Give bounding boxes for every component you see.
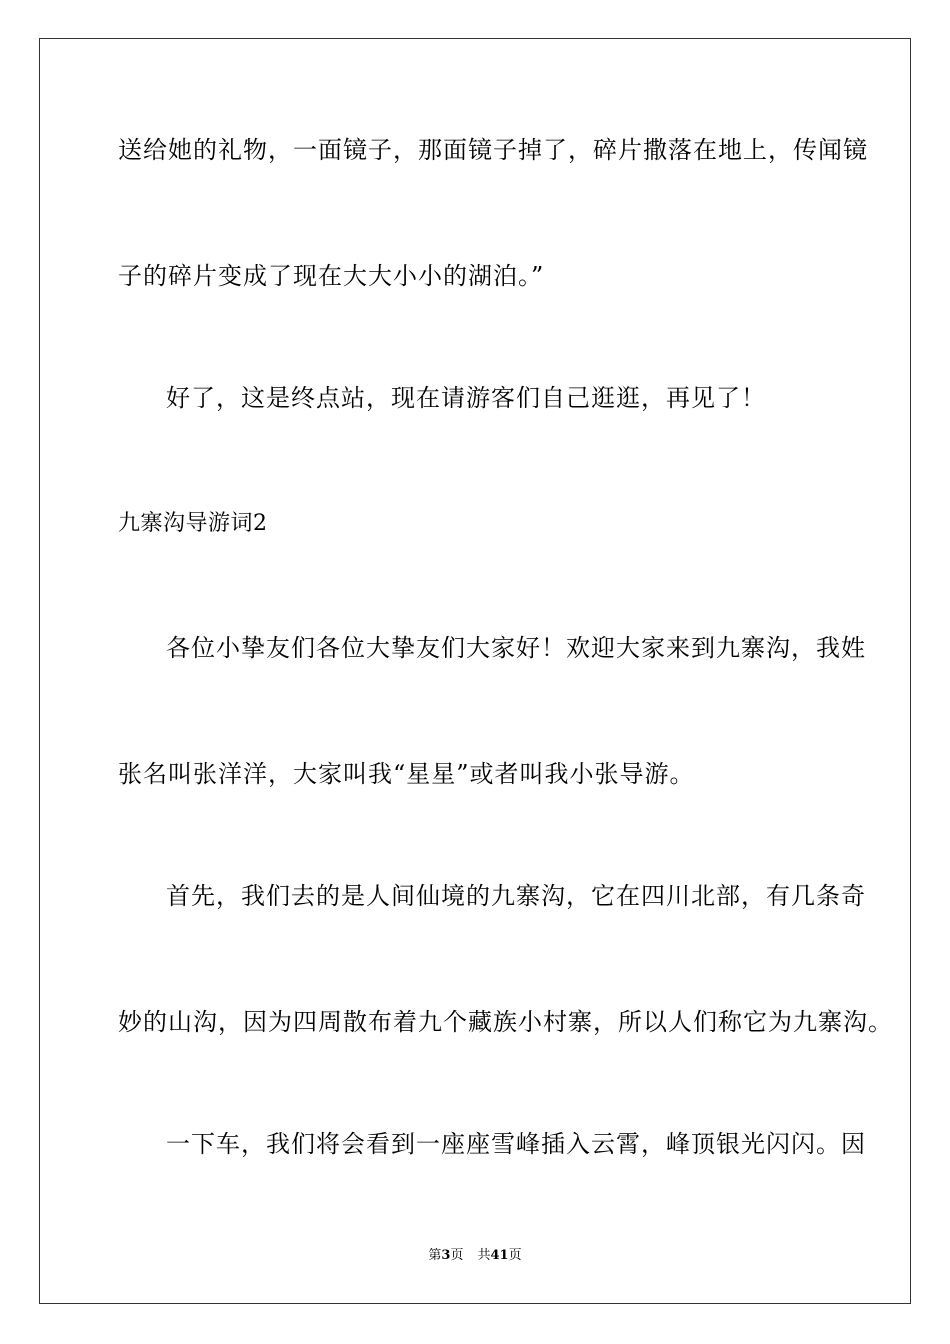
paragraph-line: 一下车，我们将会看到一座座雪峰插入云霄，峰顶银光闪闪。因 [166, 1130, 866, 1158]
page-border [39, 38, 911, 1304]
paragraph-line: 好了，这是终点站，现在请游客们自己逛逛，再见了！ [166, 384, 766, 412]
paragraph-line: 张名叫张洋洋，大家叫我“星星”或者叫我小张导游。 [118, 760, 695, 788]
paragraph-line: 子的碎片变成了现在大大小小的湖泊。” [118, 262, 545, 290]
total-pages: 41 [490, 1248, 509, 1263]
paragraph-line: 首先，我们去的是人间仙境的九寨沟，它在四川北部，有几条奇 [166, 882, 866, 910]
paragraph-line: 送给她的礼物，一面镜子，那面镜子掉了，碎片撒落在地上，传闻镜 [118, 136, 868, 164]
page-suffix: 页 [450, 1248, 464, 1263]
total-prefix: 共 [477, 1248, 491, 1263]
total-suffix: 页 [508, 1248, 522, 1263]
paragraph-line: 妙的山沟，因为四周散布着九个藏族小村寨，所以人们称它为九寨沟。 [118, 1008, 893, 1036]
page-footer [0, 1248, 950, 1264]
page-number: 3 [441, 1248, 451, 1263]
page-prefix: 第 [428, 1248, 442, 1263]
paragraph-line: 各位小挚友们各位大挚友们大家好！欢迎大家来到九寨沟，我姓 [166, 634, 866, 662]
section-heading: 九寨沟导游词2 [118, 511, 268, 536]
